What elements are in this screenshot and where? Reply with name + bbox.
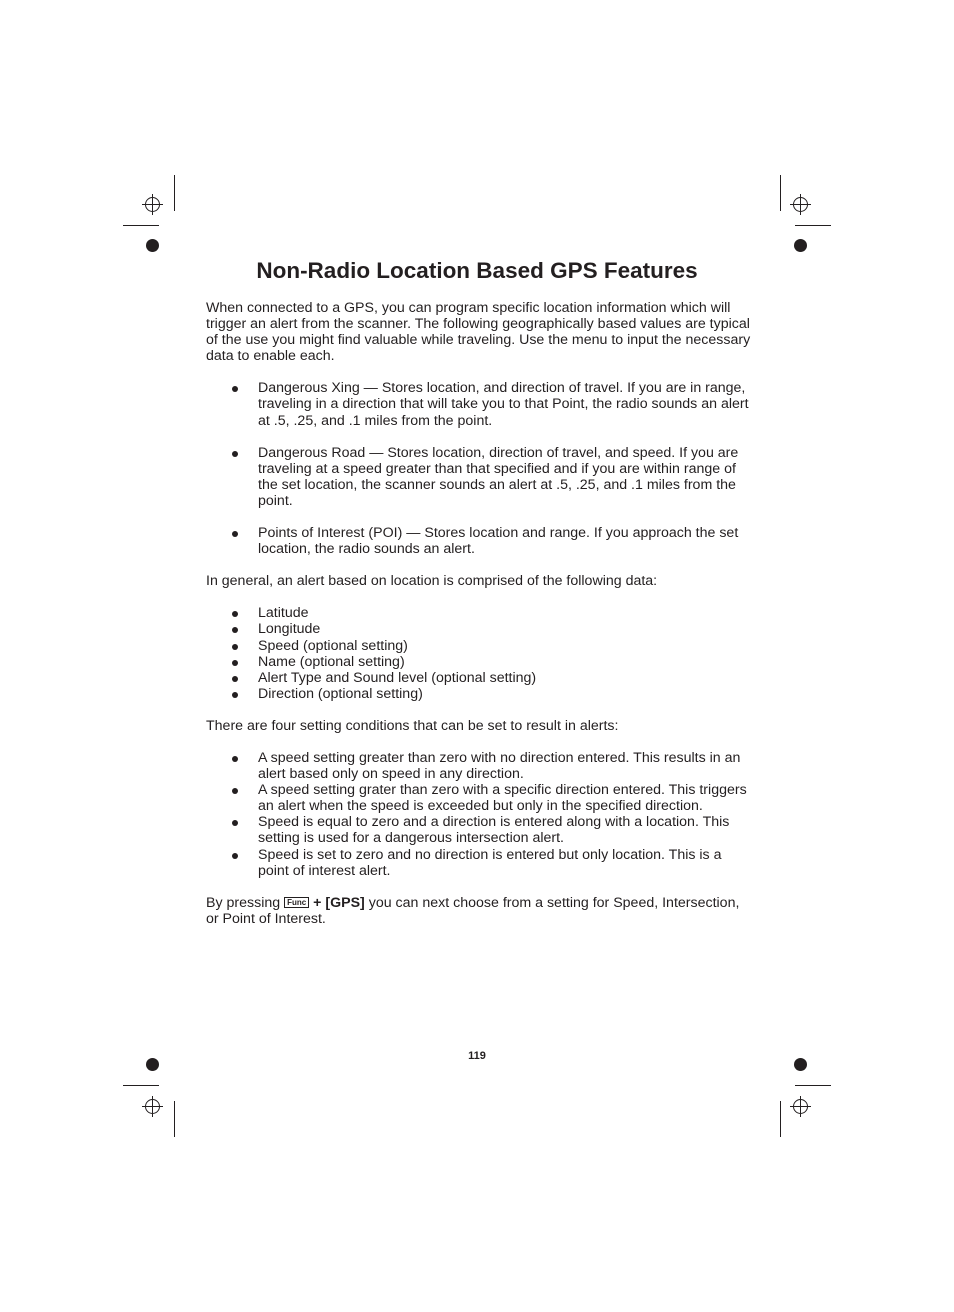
list-item: Speed is equal to zero and a direction is entered along with a location. This setting is used for a dangerous intersection alert. [206, 814, 754, 846]
list-item: A speed setting grater than zero with a specific direction entered. This triggers an alert when the speed is exceeded but only in the specified direction. [206, 782, 754, 814]
data-list [206, 605, 754, 702]
conditions-list [206, 750, 754, 879]
data-intro-paragraph: In general, an alert based on location is comprised of the following data: [206, 573, 658, 590]
list-item: A speed setting greater than zero with no direction entered. This results in an alert based only on speed in any direction. [206, 750, 754, 782]
list-item: Speed (optional setting) [206, 638, 754, 654]
list-item: Points of Interest (POI) — Stores location and range. If you approach the set location, the radio sounds an alert. [206, 525, 754, 557]
crop-mark [174, 175, 175, 211]
list-item: Latitude [206, 605, 754, 621]
func-key-icon: Func [284, 897, 309, 908]
list-item: Dangerous Road — Stores location, direction of travel, and speed. If you are traveling at a speed greater than that specified and if you are within range of the set location, the scanner sounds an alert at .5, .25, and .1 miles from the point. [206, 445, 754, 509]
crop-mark [780, 175, 781, 211]
crop-mark [780, 1101, 781, 1137]
closing-suffix: you can next choose from a setting for Speed, Intersection, or Point of Interest. [206, 894, 740, 927]
registration-dot-icon [146, 239, 159, 252]
list-item: Direction (optional setting) [206, 686, 754, 702]
crop-mark [174, 1101, 175, 1137]
crop-mark [123, 225, 159, 226]
list-item: Longitude [206, 621, 754, 637]
list-item: Name (optional setting) [206, 654, 754, 670]
list-item: Dangerous Xing — Stores location, and direction of travel. If you are in range, traveling in a direction that will take you to that Point, the radio sounds an alert at .5, .25, and .1 miles from the point. [206, 380, 754, 428]
conditions-intro-paragraph: There are four setting conditions that can be set to result in alerts: [206, 717, 619, 734]
crop-mark [795, 1085, 831, 1086]
registration-dot-icon [794, 239, 807, 252]
crop-mark [795, 225, 831, 226]
list-item: Alert Type and Sound level (optional setting) [206, 670, 754, 686]
closing-key-combo: + [GPS] [313, 894, 365, 911]
crop-mark [123, 1085, 159, 1086]
feature-list [206, 380, 754, 557]
registration-mark-icon [793, 197, 808, 212]
intro-paragraph: When connected to a GPS, you can program specific location information which will trigger an alert from the scanner. The following geographically based values are typical of the use you might find valuable while traveling. Use the menu to input the necessary data to enable each. [206, 300, 751, 365]
registration-mark-icon [145, 197, 160, 212]
registration-mark-icon [793, 1099, 808, 1114]
page-number: 119 [468, 1050, 486, 1062]
closing-prefix: By pressing [206, 894, 281, 911]
page-title: Non-Radio Location Based GPS Features [256, 258, 698, 283]
registration-mark-icon [145, 1099, 160, 1114]
list-item: Speed is set to zero and no direction is entered but only location. This is a point of interest alert. [206, 847, 754, 879]
body-content [206, 300, 754, 927]
closing-paragraph [206, 895, 754, 927]
